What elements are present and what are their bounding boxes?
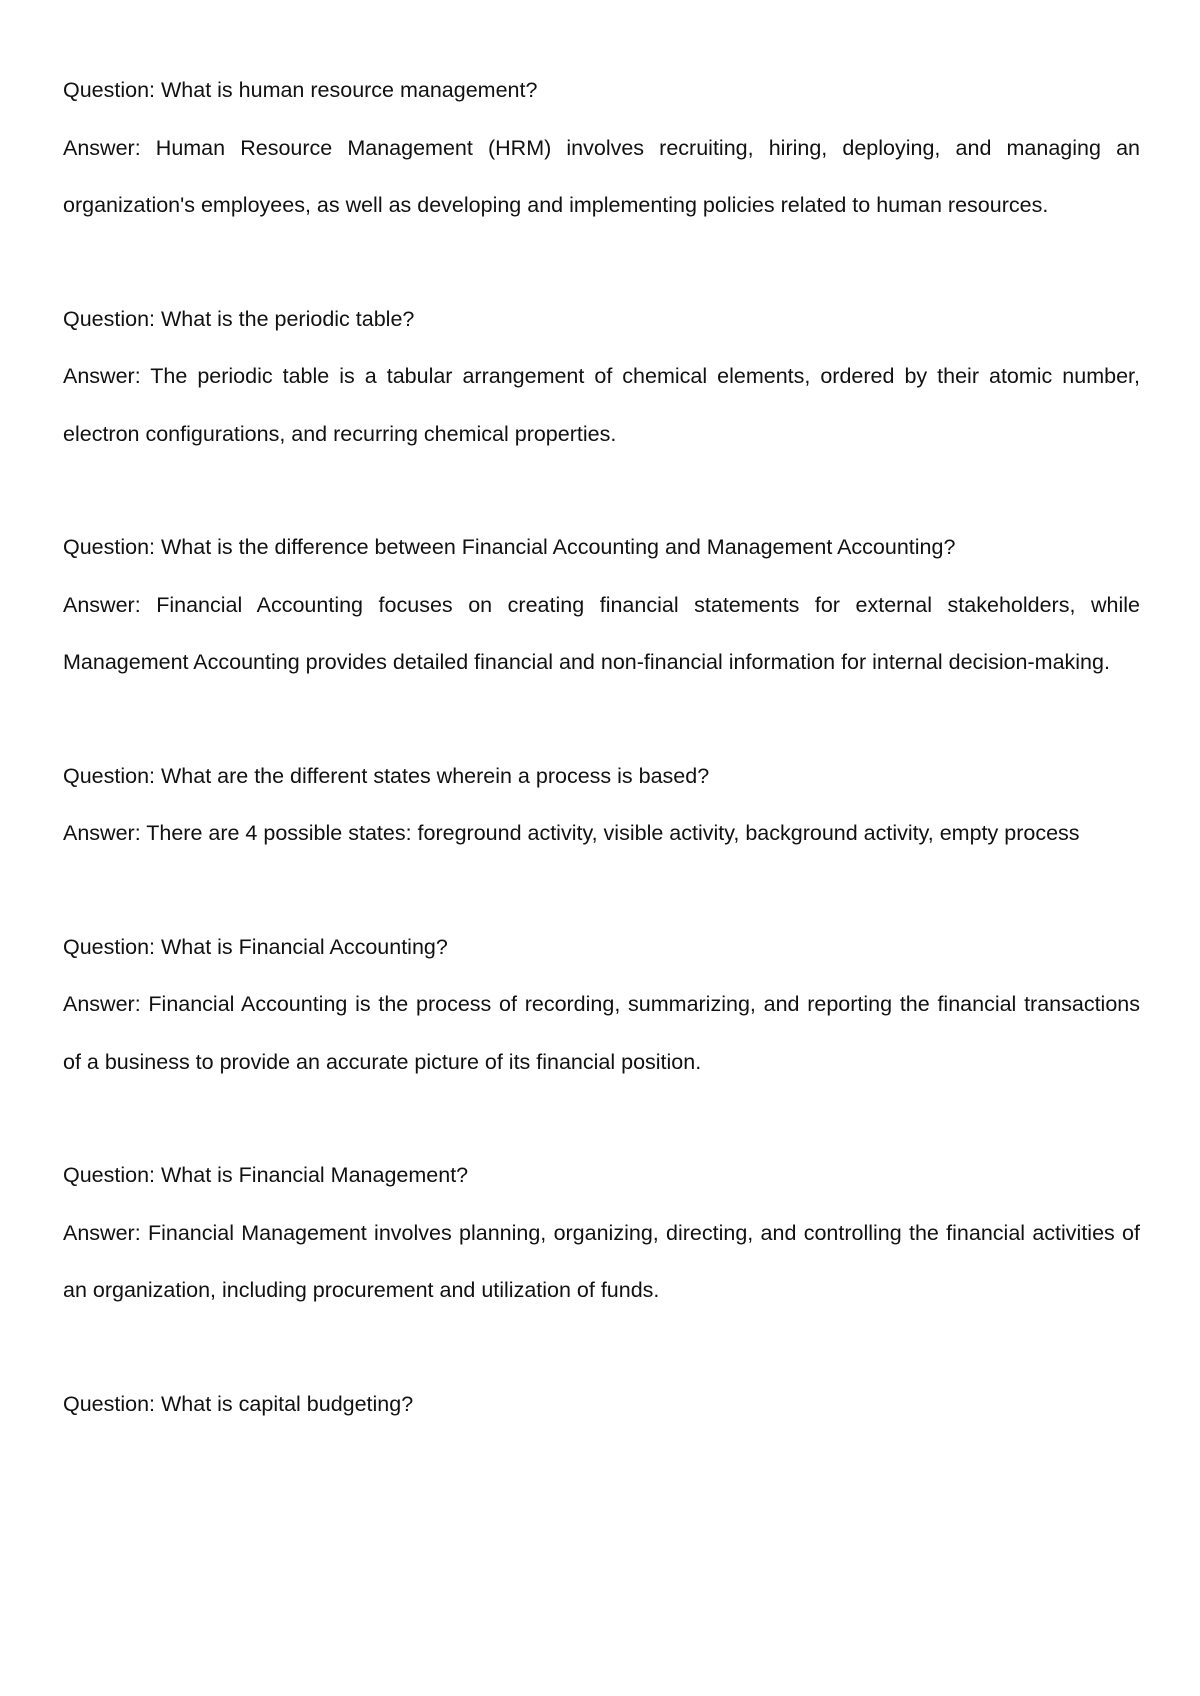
qa-item	[63, 291, 1140, 464]
question-text: Question: What is Financial Accounting?	[63, 934, 448, 959]
answer-text: Answer: There are 4 possible states: foreground activity, visible activity, background activity, empty process	[63, 821, 1080, 845]
question-text: Question: What is the difference between Financial Accounting and Management Accounting?	[63, 535, 956, 559]
question-text: Question: What is human resource management?	[63, 78, 538, 102]
answer-text: Answer: Financial Management involves planning, organizing, directing, and controlling the financial activities of an organization, including procurement and utilization of funds.	[63, 1220, 1140, 1302]
qa-item	[63, 1147, 1140, 1320]
qa-item	[63, 919, 1140, 1092]
qa-item	[63, 519, 1140, 692]
question-text: Question: What is capital budgeting?	[63, 1391, 414, 1416]
question-text: Question: What is the periodic table?	[63, 306, 415, 331]
qa-item	[63, 1376, 1140, 1434]
qa-item	[63, 62, 1140, 235]
answer-text: Answer: Financial Accounting focuses on creating financial statements for external stakeholders, while Management Accounting provides detailed financial and non-financial information for internal decision-making.	[63, 592, 1140, 674]
answer-text: Answer: Human Resource Management (HRM) involves recruiting, hiring, deploying, and managing an organization's employees, as well as developing and implementing policies related to human resources.	[63, 135, 1140, 217]
qa-item	[63, 748, 1140, 863]
answer-text: Answer: Financial Accounting is the process of recording, summarizing, and reporting the financial transactions of a business to provide an accurate picture of its financial position.	[63, 992, 1140, 1074]
document-page	[63, 62, 1140, 1489]
answer-text: Answer: The periodic table is a tabular arrangement of chemical elements, ordered by their atomic number, electron configurations, and recurring chemical properties.	[63, 364, 1140, 446]
question-text: Question: What are the different states wherein a process is based?	[63, 763, 710, 788]
question-text: Question: What is Financial Management?	[63, 1163, 469, 1187]
